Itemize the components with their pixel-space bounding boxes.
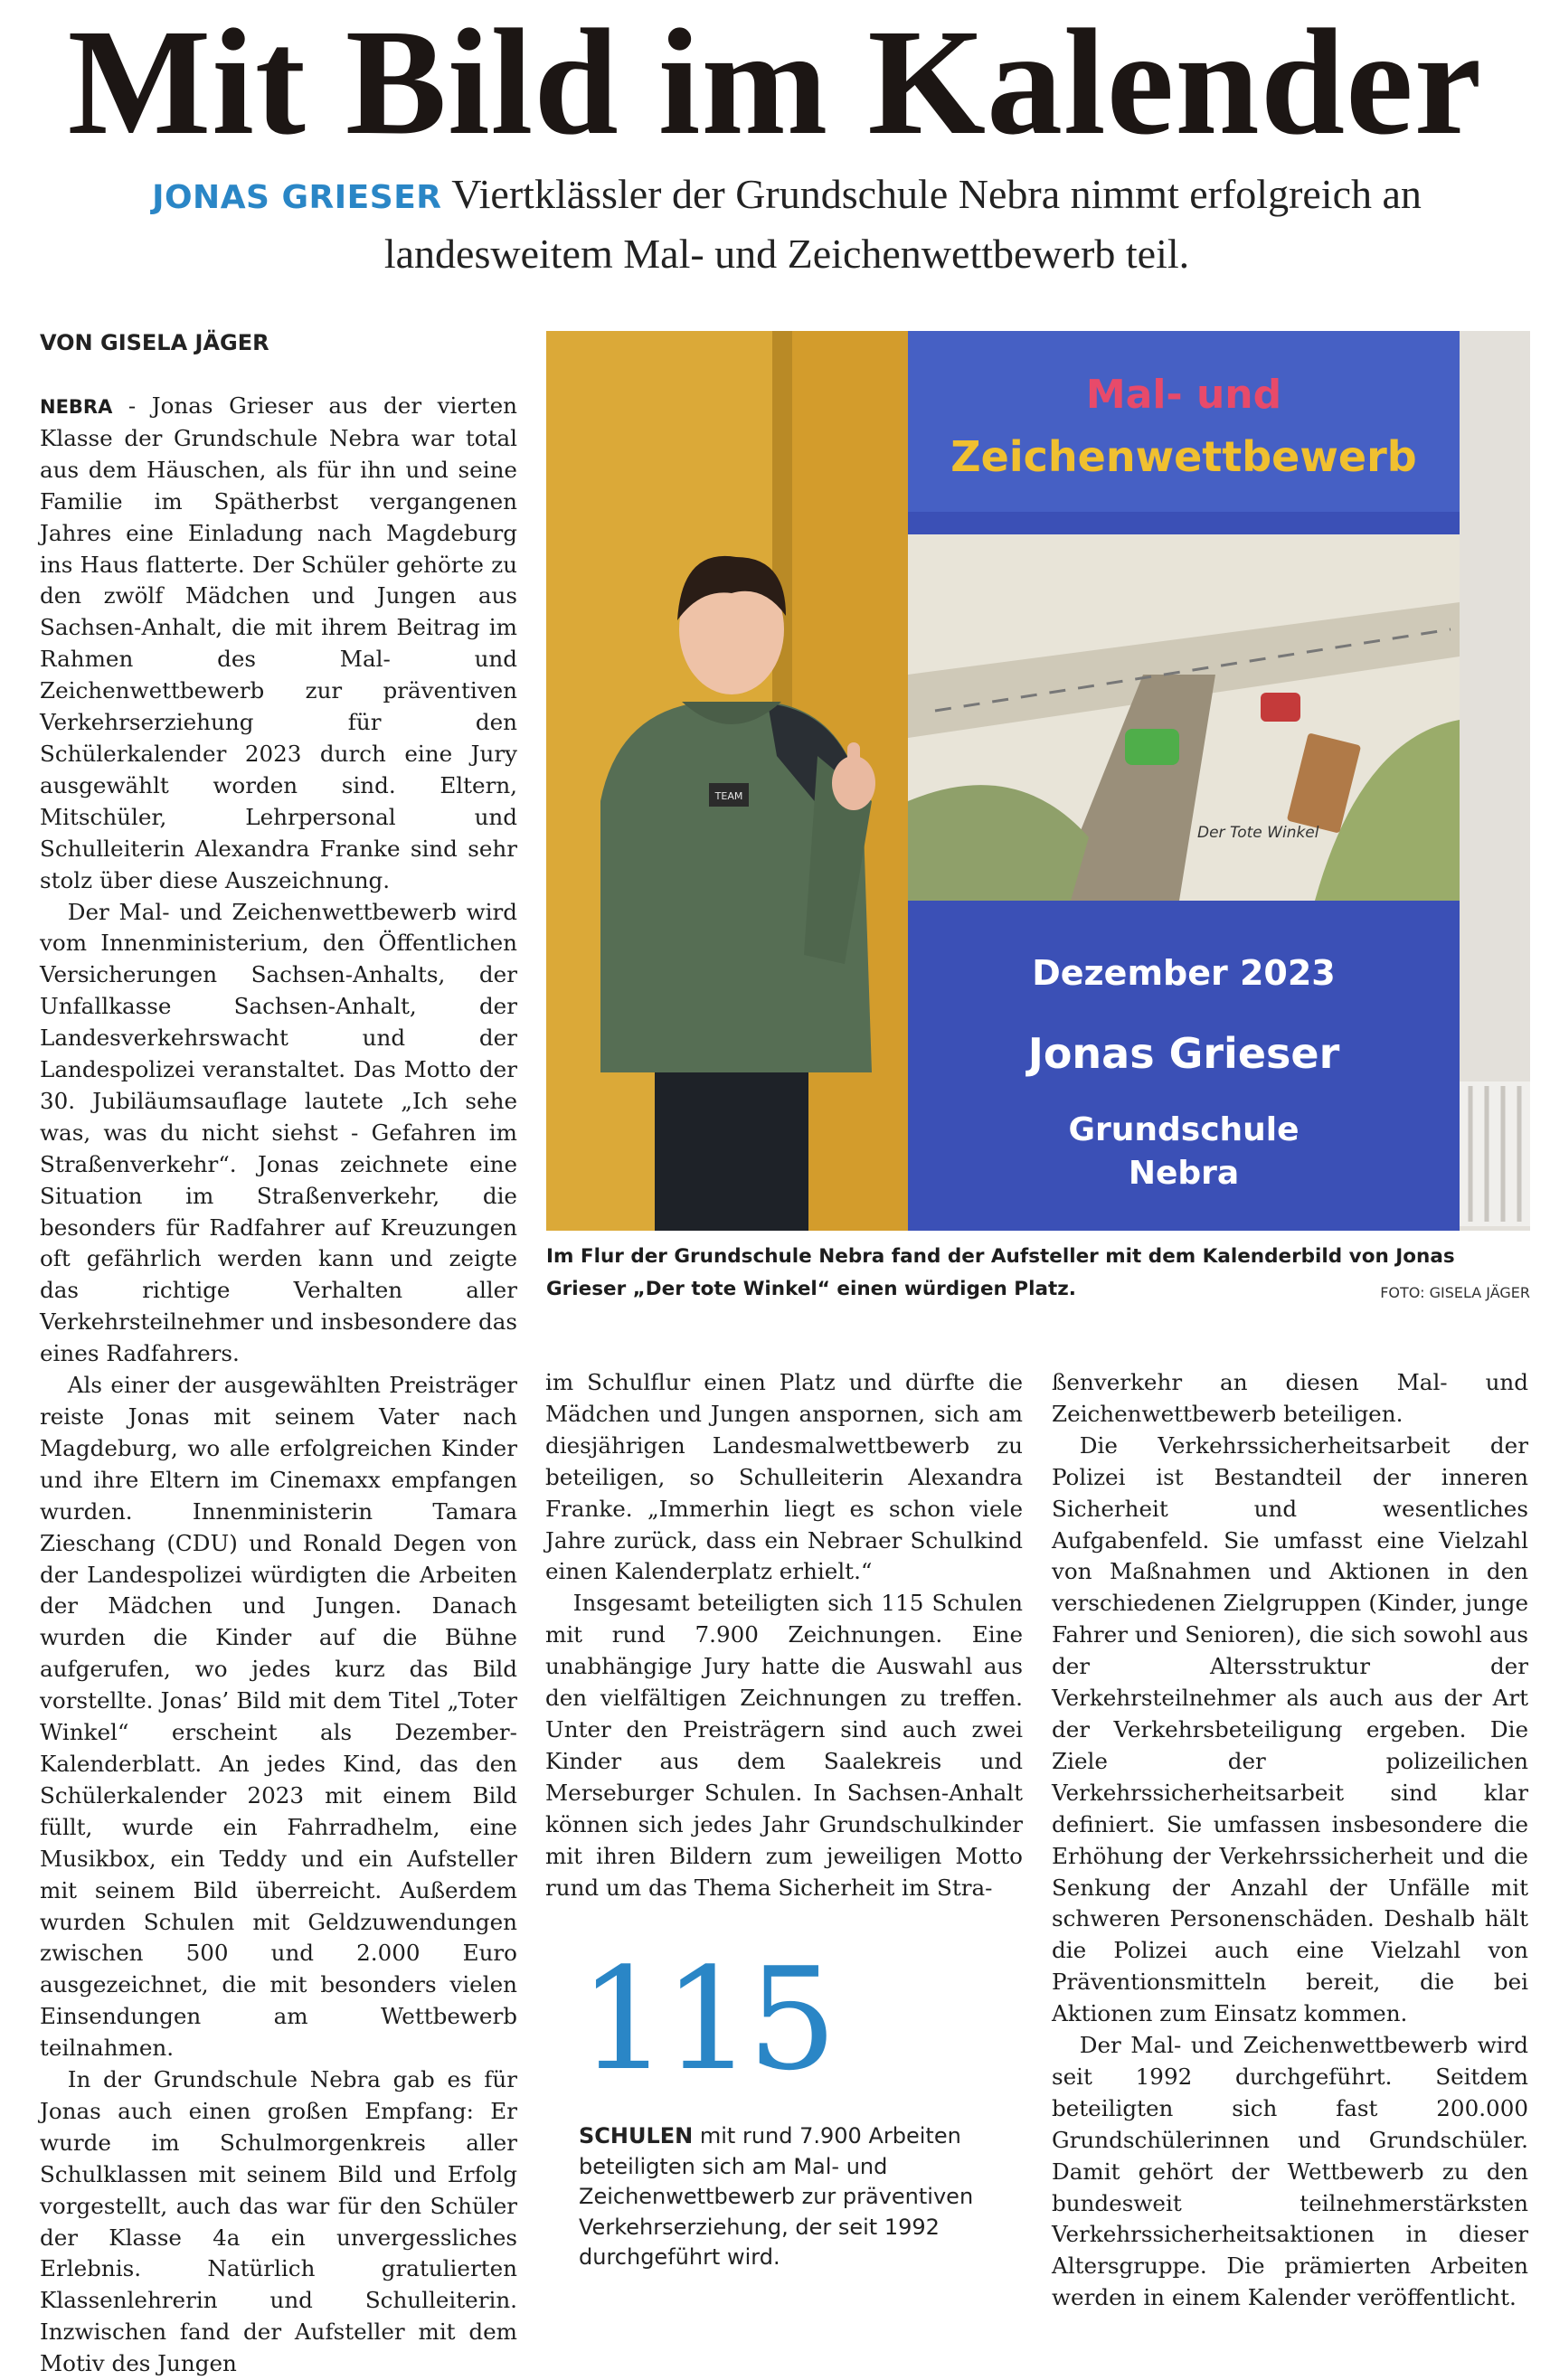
paragraph: ßenverkehr an diesen Mal- und Zeichenwettbewerb beteiligen. <box>1052 1369 1528 1427</box>
photo-caption: Im Flur der Grundschule Nebra fand der Aufsteller mit dem Kalenderbild von Jonas Grieser „Der tote Winkel“ einen würdigen Platz. <box>546 1245 1455 1300</box>
photo-credit: FOTO: GISELA JÄGER <box>1380 1284 1530 1301</box>
paragraph: Als einer der ausgewählten Preisträger reiste Jonas mit seinem Vater nach Magdeburg, wo alle erfolgreichen Kinder und ihre Eltern im Cinemaxx empfangen wurden. Innenministerin Tamara Zieschang (CDU) und Ronald Degen von der Landespolizei würdigten die Arbeiten der Mädchen und Jungen. Danach wurden die Kinder auf die Bühne aufgerufen, wo jedes kurz das Bild vorstellte. Jonas’ Bild mit dem Titel „Toter Winkel“ erscheint als Dezember-Kalenderblatt. An jedes Kind, das den Schülerkalender 2023 mit einem Bild füllt, wurde ein Fahrradhelm, eine Musikbox, ein Teddy und ein Aufsteller mit seinem Bild überreicht. Außerdem wurden Schulen mit Geldzuwendungen zwischen 500 und 2.000 Euro ausgezeichnet, die mit besonders vielen Einsendungen am Wettbewerb teilnahmen. <box>40 1372 517 2062</box>
banner-school-line1: Grundschule <box>1068 1111 1300 1148</box>
article-column-3 <box>1052 1367 1528 2314</box>
paragraph <box>40 391 517 897</box>
factbox-body: mit rund 7.900 Arbeiten beteiligten sich am Mal- und Zeichenwettbewerb zur präventiven Verkehrserziehung, der seit 1992 durchgeführt wird. <box>579 2123 974 2270</box>
paragraph: im Schulflur einen Platz und dürfte die Mädchen und Jungen anspornen, sich am diesjährigen Landesmalwettbewerb zu beteiligen, so Schulleiterin Alexandra Franke. „Immerhin liegt es schon viele Jahre zurück, dass ein Nebraer Schulkind einen Kalenderplatz erhielt.“ <box>545 1369 1023 1585</box>
radiator <box>1460 1081 1530 1226</box>
paragraph: Der Mal- und Zeichenwettbewerb wird seit 1992 durchgeführt. Seitdem beteiligten sich fast 200.000 Grundschülerinnen und Grundschüler. Damit gehört der Wettbewerb zu den bundesweit teilnehmerstärksten Verkehrssicherheitsaktionen in dieser Altersgruppe. Die prämierten Arbeiten werden in einem Kalender veröffentlicht. <box>1052 2032 1528 2311</box>
banner-title-line1: Mal- und <box>1085 372 1282 418</box>
paragraph-text: - Jonas Grieser aus der vierten Klasse der Grundschule Nebra war total aus dem Häuschen, als für ihn und seine Familie im Spätherbst vergangenen Jahres eine Einladung nach Magdeburg ins Haus flatterte. Der Schüler gehörte zu den zwölf Mädchen und Jungen aus Sachsen-Anhalt, die mit ihrem Beitrag im Rahmen des Mal- und Zeichenwettbewerb zur präventiven Verkehrserziehung für den Schülerkalender 2023 durch eine Jury ausgewählt worden sind. Eltern, Mitschüler, Lehrpersonal und Schulleiterin Alexandra Franke sind sehr stolz über diese Auszeichnung. <box>40 392 517 893</box>
banner-name: Jonas Grieser <box>1027 1029 1340 1078</box>
kids-drawing <box>908 534 1460 901</box>
drawing-label: Der Tote Winkel <box>1197 824 1319 842</box>
banner-month: Dezember 2023 <box>1032 953 1336 993</box>
paragraph: Der Mal- und Zeichenwettbewerb wird vom Innenministerium, den Öffentlichen Versicherungen Sachsen-Anhalts, der Unfallkasse Sachsen-Anhalt, der Landesverkehrswacht und der Landespolizei veranstaltet. Das Motto der 30. Jubiläumsauflage lautete „Ich sehe was, was du nicht siehst - Gefahren im Straßenverkehr“. Jonas zeichnete eine Situation im Straßenverkehr, die besonders für Radfahrer auf Kreuzungen oft gefährlich werden kann und zeigte das richtige Verhalten aller Verkehrsteilnehmer und insbesondere das eines Radfahrers. <box>40 898 517 1367</box>
paragraph: Insgesamt beteiligten sich 115 Schulen mit rund 7.900 Zeichnungen. Eine unabhängige Jury hatte die Auswahl aus den vielfältigen Zeichnungen zu treffen. Unter den Preisträgern sind auch zwei Kinder aus dem Saalekreis und Merseburger Schulen. In Sachsen-Anhalt können sich jedes Jahr Grundschulkinder mit ihren Bildern zum jeweiligen Motto rund um das Thema Sicherheit im Stra- <box>545 1590 1023 1901</box>
subheadline <box>81 166 1492 282</box>
factbox-number: 115 <box>579 1937 832 2101</box>
roll-up-banner <box>908 331 1460 1231</box>
hoodie-print: TEAM <box>714 790 743 802</box>
factbox-text <box>579 2121 1004 2273</box>
byline: VON GISELA JÄGER <box>40 330 269 355</box>
article-photo <box>546 331 1530 1231</box>
banner-school-line2: Nebra <box>1128 1155 1240 1192</box>
subhead-kicker: JONAS GRIESER <box>152 179 442 216</box>
dateline: NEBRA <box>40 396 113 418</box>
article-column-2 <box>545 1367 1023 1903</box>
banner-title-line2: Zeichenwettbewerb <box>950 432 1417 481</box>
headline: Mit Bild im Kalender <box>67 0 1483 166</box>
factbox-lead: SCHULEN <box>579 2123 694 2149</box>
paragraph: In der Grundschule Nebra gab es für Jonas auch einen großen Empfang: Er wurde im Schulmorgenkreis aller Schulklassen mit seinem Bild und Erfolg vorgestellt, auch das war für den Schüler der Klasse 4a ein unvergessliches Erlebnis. Natürlich gratulierten Klassenlehrerin und Schulleiterin. Inzwischen fand der Aufsteller mit dem Motiv des Jungen <box>40 2066 517 2377</box>
article-column-1 <box>40 391 517 2380</box>
paragraph: Die Verkehrssicherheitsarbeit der Polizei ist Bestandteil der inneren Sicherheit und wesentliches Aufgabenfeld. Sie umfasst eine Vielzahl von Maßnahmen und Aktionen in den verschiedenen Zielgruppen (Kinder, junge Fahrer und Senioren), die sich sowohl aus der Altersstruktur der Verkehrsteilnehmer als auch aus der Art der Verkehrsbeteiligung ergeben. Die Ziele der polizeilichen Verkehrssicherheitsarbeit sind klar definiert. Sie umfassen insbesondere die Erhöhung der Verkehrssicherheit und die Senkung der Anzahl der Unfälle mit schweren Personenschäden. Deshalb hält die Polizei auch eine Vielzahl von Präventionsmitteln bereit, die bei Aktionen zum Einsatz kommen. <box>1052 1431 1528 2027</box>
subhead-text: Viertklässler der Grundschule Nebra nimmt erfolgreich an landesweitem Mal- und Zeichenwettbewerb teil. <box>383 171 1422 277</box>
